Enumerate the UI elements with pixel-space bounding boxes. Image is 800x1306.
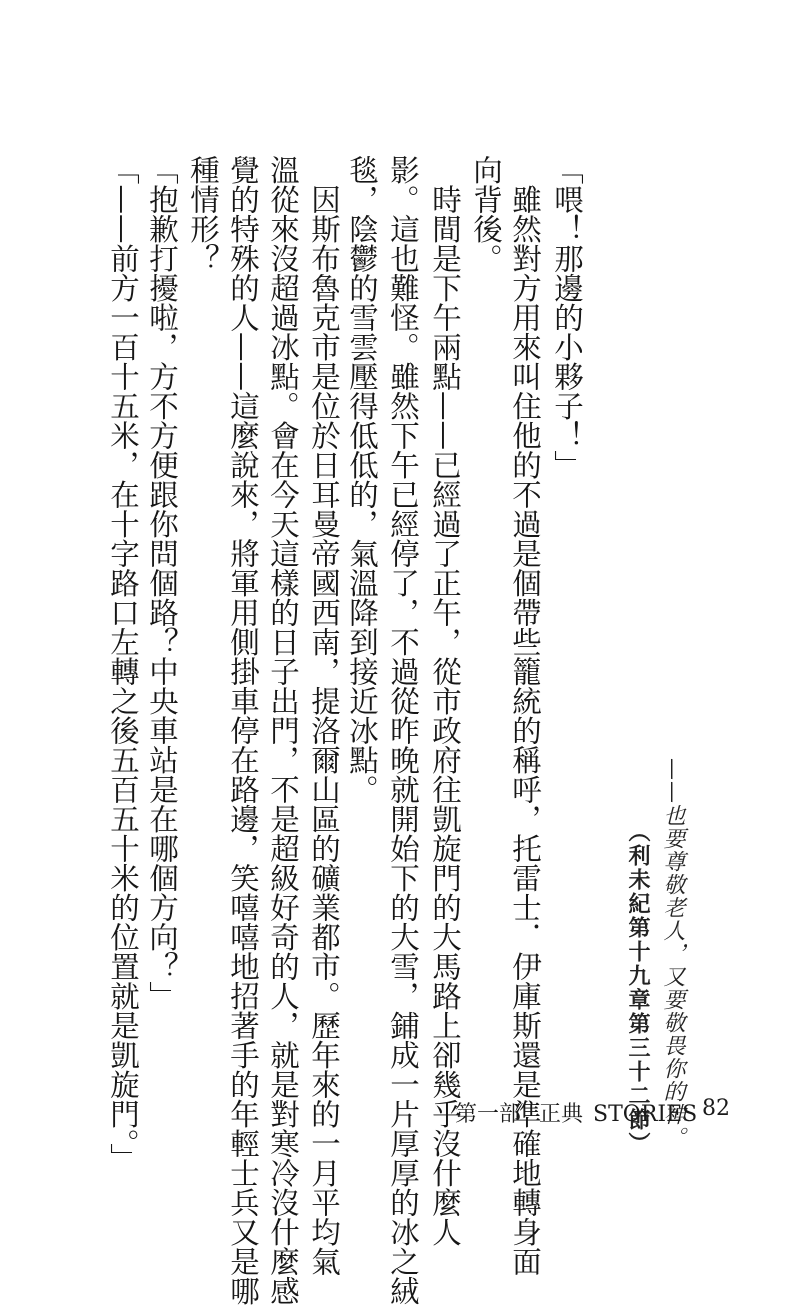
page-footer <box>455 1097 697 1128</box>
text-column: 覺的特殊的人——這麼說來，將軍用側掛車停在路邊，笑嘻嘻地招著手的年輕士兵又是哪 <box>226 155 260 1306</box>
text-column: 影。這也難怪。雖然下午已經停了，不過從昨晚就開始下的大雪，鋪成一片厚厚的冰之絨 <box>386 155 420 1306</box>
text-column: 時間是下午兩點——已經過了正午，從市政府往凱旋門的大馬路上卻幾乎沒什麼人 <box>428 155 462 1247</box>
text-column: 雖然對方用來叫住他的不過是個帶些籠統的稱呼，托雷士．伊庫斯還是準確地轉身面 <box>508 155 542 1276</box>
epigraph-quote: ——也要尊敬老人，又要敬畏你的神。 <box>660 758 685 1149</box>
page-number: 82 <box>702 1096 730 1121</box>
text-column: 毯，陰鬱的雪雲壓得低低的，氣溫降到接近冰點。 <box>345 155 379 804</box>
footer-section: 第一部 <box>455 1102 522 1127</box>
text-column: 「抱歉打擾啦，方不方便跟你問個路？中央車站是在哪個方向？」 <box>145 155 179 1011</box>
footer-series: STORIES <box>593 1102 698 1127</box>
text-column: 「喂！那邊的小夥子！」 <box>550 155 584 480</box>
text-column: 溫從來沒超過冰點。會在今天這樣的日子出門，不是超級好奇的人，就是對寒冷沒什麼感 <box>266 155 300 1306</box>
footer-title: 正典 <box>539 1102 584 1127</box>
text-column: 「——前方一百十五米，在十字路口左轉之後五百五十米的位置就是凱旋門。」 <box>106 155 140 1173</box>
epigraph-citation: （利未紀第十九章第三十二節） <box>625 820 650 1156</box>
text-column: 向背後。 <box>469 155 503 273</box>
text-column: 因斯布魯克市是位於日耳曼帝國西南，提洛爾山區的礦業都市。歷年來的一月平均氣 <box>307 155 341 1276</box>
text-column: 種情形？ <box>186 155 220 273</box>
